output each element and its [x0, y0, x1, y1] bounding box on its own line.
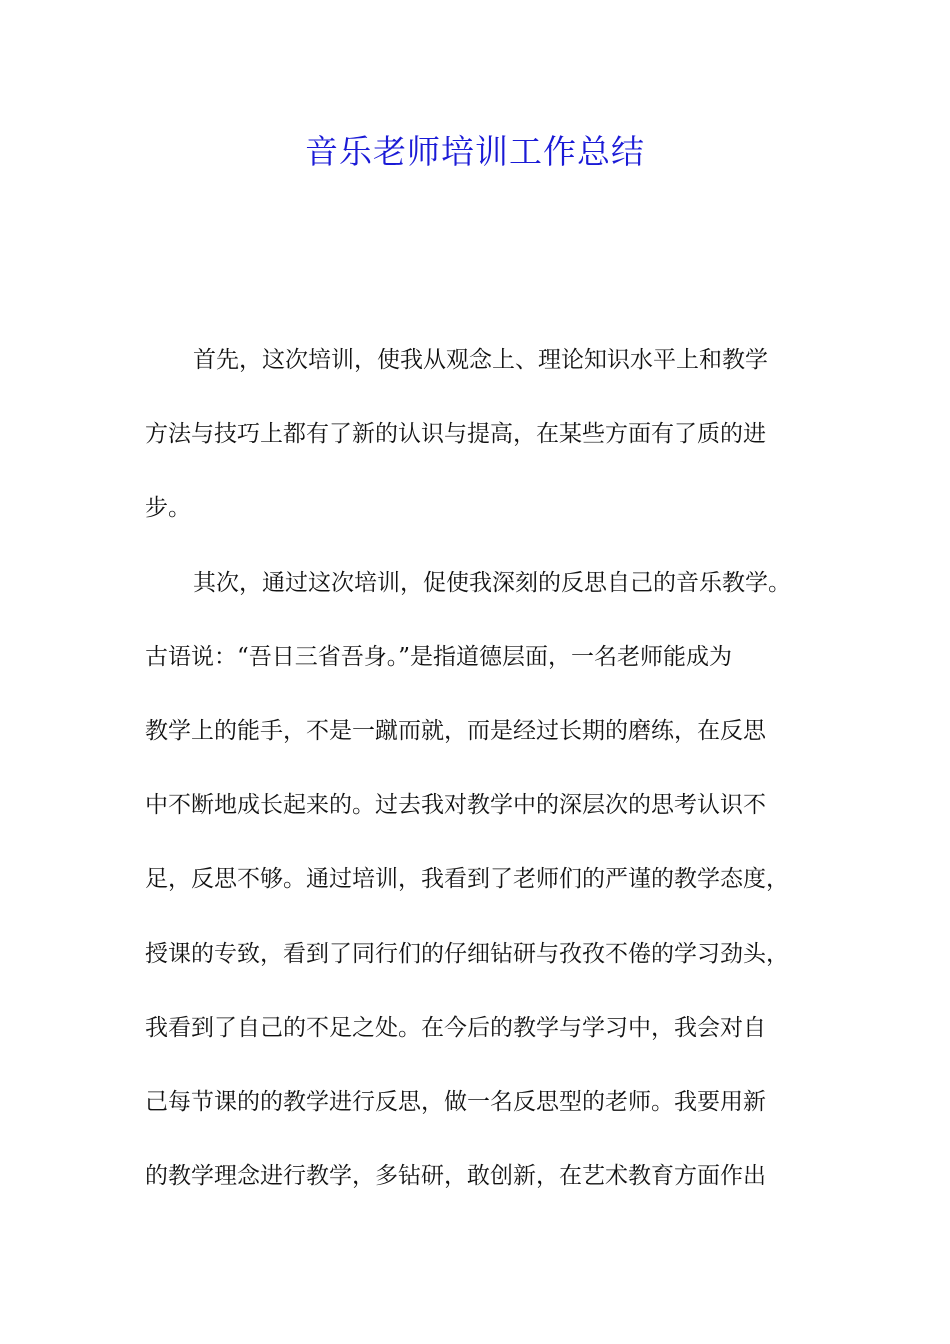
paragraph-line: 中不断地成长起来的。过去我对教学中的深层次的思考认识不: [145, 792, 766, 819]
paragraph-line: 己每节课的的教学进行反思，做一名反思型的老师。我要用新: [145, 1088, 766, 1115]
paragraph-line: 首先，这次培训，使我从观念上、理论知识水平上和教学: [193, 347, 768, 373]
paragraph-line: 方法与技巧上都有了新的认识与提高，在某些方面有了质的进: [145, 421, 766, 448]
paragraph-line: 步。: [145, 495, 191, 522]
document-body: [145, 335, 810, 1225]
paragraph-line: 足，反思不够。通过培训，我看到了老师们的严谨的教学态度，: [145, 866, 789, 893]
paragraph-line: 教学上的能手，不是一蹴而就，而是经过长期的磨练，在反思: [145, 717, 766, 744]
paragraph-line: 授课的专致，看到了同行们的仔细钻研与孜孜不倦的学习劲头，: [145, 940, 789, 967]
paragraph-line: 我看到了自己的不足之处。在今后的教学与学习中，我会对自: [145, 1014, 766, 1041]
paragraph-1: [145, 335, 810, 558]
paragraph-2: [145, 558, 810, 1226]
document-title: 音乐老师培训工作总结: [305, 132, 645, 171]
paragraph-line: 的教学理念进行教学，多钻研，敢创新，在艺术教育方面作出: [145, 1163, 766, 1190]
paragraph-line: 其次，通过这次培训，促使我深刻的反思自己的音乐教学。: [193, 569, 791, 596]
paragraph-line: 古语说：“吾日三省吾身。”是指道德层面，一名老师能成为: [145, 643, 733, 670]
